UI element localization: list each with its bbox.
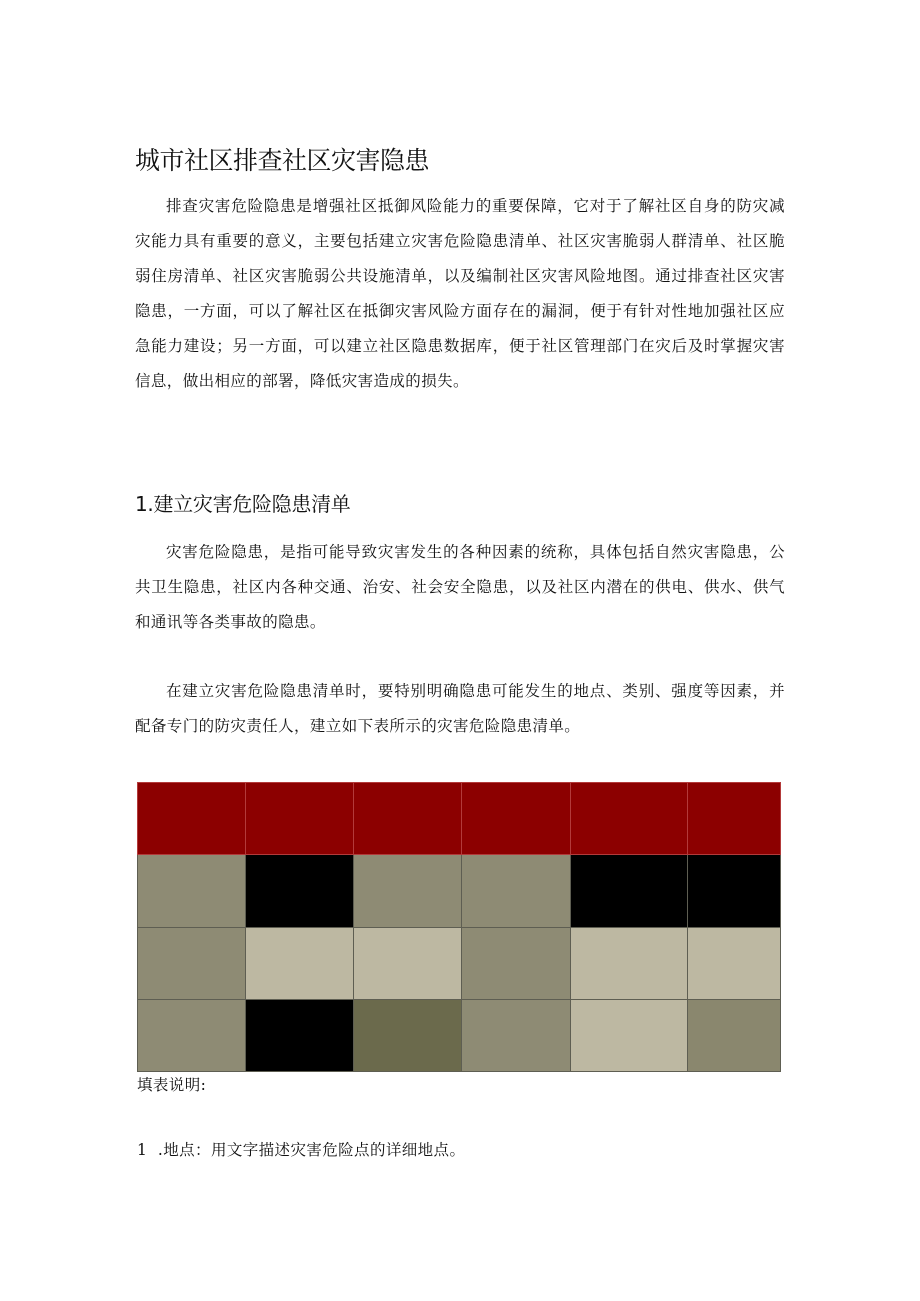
table-cell — [462, 927, 571, 999]
table-cell — [354, 855, 462, 927]
intro-paragraph: 排查灾害危险隐患是增强社区抵御风险能力的重要保障，它对于了解社区自身的防灾减灾能力具有重要的意义，主要包括建立灾害危险隐患清单、社区灾害脆弱人群清单、社区脆弱住房清单、社区灾害脆弱公共设施清单，以及编制社区灾害风险地图。通过排查社区灾害隐患，一方面，可以了解社区在抵御灾害风险方面存在的漏洞，便于有针对性地加强社区应急能力建设；另一方面，可以建立社区隐患数据库，便于社区管理部门在灾后及时掌握灾害信息，做出相应的部署，降低灾害造成的损失。 — [135, 197, 785, 390]
table-cell — [571, 999, 688, 1071]
table-header-cell — [688, 783, 781, 855]
table-cell — [138, 999, 246, 1071]
table-cell — [688, 999, 781, 1071]
table-header-cell — [462, 783, 571, 855]
table-row — [138, 855, 781, 927]
table-header-cell — [354, 783, 462, 855]
table-cell — [246, 927, 354, 999]
table-row — [138, 927, 781, 999]
table-cell — [138, 927, 246, 999]
table-cell — [571, 927, 688, 999]
table-cell — [688, 927, 781, 999]
table-cell — [246, 999, 354, 1071]
table-cell — [354, 927, 462, 999]
notes-item-1: 1 .地点：用文字描述灾害危险点的详细地点。 — [137, 1141, 466, 1159]
table-cell — [688, 855, 781, 927]
table-header-cell — [138, 783, 246, 855]
table-cell — [354, 999, 462, 1071]
table-cell — [138, 855, 246, 927]
page-title: 城市社区排查社区灾害隐患 — [135, 146, 430, 175]
notes-title: 填表说明: — [137, 1076, 207, 1094]
table-cell — [462, 999, 571, 1071]
section-heading-1: 1.建立灾害危险隐患清单 — [135, 492, 351, 516]
table-cell — [571, 855, 688, 927]
hazard-list-table — [137, 782, 781, 1072]
table-row — [138, 999, 781, 1071]
table-cell — [246, 855, 354, 927]
section-1-paragraph-2: 在建立灾害危险隐患清单时，要特别明确隐患可能发生的地点、类别、强度等因素，并配备专门的防灾责任人，建立如下表所示的灾害危险隐患清单。 — [135, 682, 785, 735]
section-1-paragraph-1: 灾害危险隐患，是指可能导致灾害发生的各种因素的统称，具体包括自然灾害隐患，公共卫生隐患，社区内各种交通、治安、社会安全隐患，以及社区内潜在的供电、供水、供气和通讯等各类事故的隐患。 — [135, 543, 785, 631]
table-header-cell — [246, 783, 354, 855]
table-header-cell — [571, 783, 688, 855]
table-cell — [462, 855, 571, 927]
table-header-row — [138, 783, 781, 855]
